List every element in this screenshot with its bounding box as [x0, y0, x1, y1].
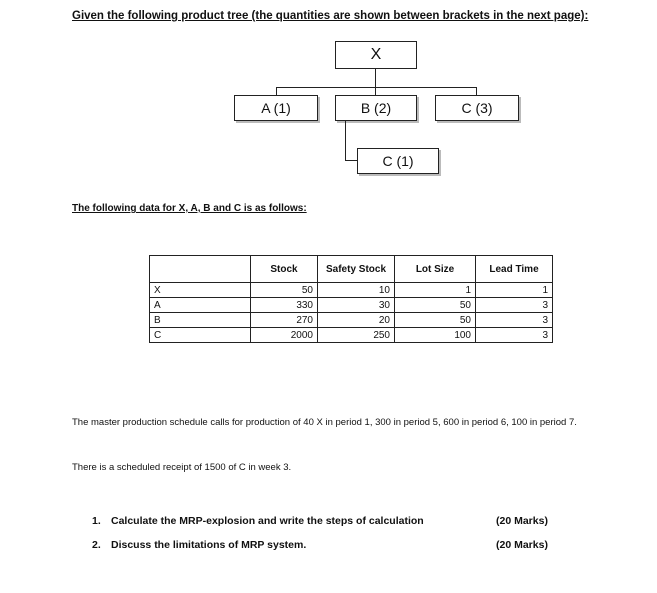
table-cell: 50	[395, 313, 476, 328]
table-cell: 100	[395, 328, 476, 343]
tree-connector	[375, 87, 376, 95]
tree-connector	[276, 87, 476, 88]
column-header: Stock	[251, 256, 318, 283]
tree-connector	[375, 68, 376, 87]
table-cell: 10	[318, 283, 395, 298]
table-cell: 3	[476, 298, 553, 313]
tree-node-c-under-b: C (1)	[357, 148, 439, 174]
table-cell: X	[150, 283, 251, 298]
table-cell: 330	[251, 298, 318, 313]
table-row	[150, 298, 553, 313]
table-cell: C	[150, 328, 251, 343]
table-row	[150, 313, 553, 328]
tree-connector	[476, 87, 477, 95]
page-heading: Given the following product tree (the quantities are shown between brackets in the next page):	[72, 10, 589, 22]
table-cell: 3	[476, 313, 553, 328]
column-header	[150, 256, 251, 283]
question-number: 1.	[92, 515, 101, 527]
table-row	[150, 283, 553, 298]
column-header: Safety Stock	[318, 256, 395, 283]
tree-node-a: A (1)	[234, 95, 318, 121]
question-text: Calculate the MRP-explosion and write the steps of calculation	[111, 515, 424, 527]
table-cell: 50	[395, 298, 476, 313]
table-header-row	[150, 256, 553, 283]
item-data-table	[149, 255, 553, 343]
table-cell: 1	[476, 283, 553, 298]
table-cell: 30	[318, 298, 395, 313]
question-number: 2.	[92, 539, 101, 551]
table-cell: 1	[395, 283, 476, 298]
question-marks: (20 Marks)	[496, 539, 548, 551]
table-cell: B	[150, 313, 251, 328]
question-text: Discuss the limitations of MRP system.	[111, 539, 307, 551]
table-cell: 20	[318, 313, 395, 328]
question-marks: (20 Marks)	[496, 515, 548, 527]
tree-connector	[345, 120, 346, 160]
table-cell: 250	[318, 328, 395, 343]
table-cell: 50	[251, 283, 318, 298]
table-heading: The following data for X, A, B and C is as follows:	[72, 203, 307, 214]
table-cell: A	[150, 298, 251, 313]
tree-node-c: C (3)	[435, 95, 519, 121]
tree-connector	[276, 87, 277, 95]
scheduled-receipt-paragraph: There is a scheduled receipt of 1500 of C in week 3.	[72, 462, 292, 473]
table-cell: 2000	[251, 328, 318, 343]
mps-paragraph: The master production schedule calls for production of 40 X in period 1, 300 in period 5, 600 in period 6, 100 in period 7.	[72, 417, 577, 428]
column-header: Lot Size	[395, 256, 476, 283]
tree-connector	[345, 160, 357, 161]
column-header: Lead Time	[476, 256, 553, 283]
table-row	[150, 328, 553, 343]
table-cell: 3	[476, 328, 553, 343]
tree-node-b: B (2)	[335, 95, 417, 121]
tree-node-root: X	[335, 41, 417, 69]
table-cell: 270	[251, 313, 318, 328]
